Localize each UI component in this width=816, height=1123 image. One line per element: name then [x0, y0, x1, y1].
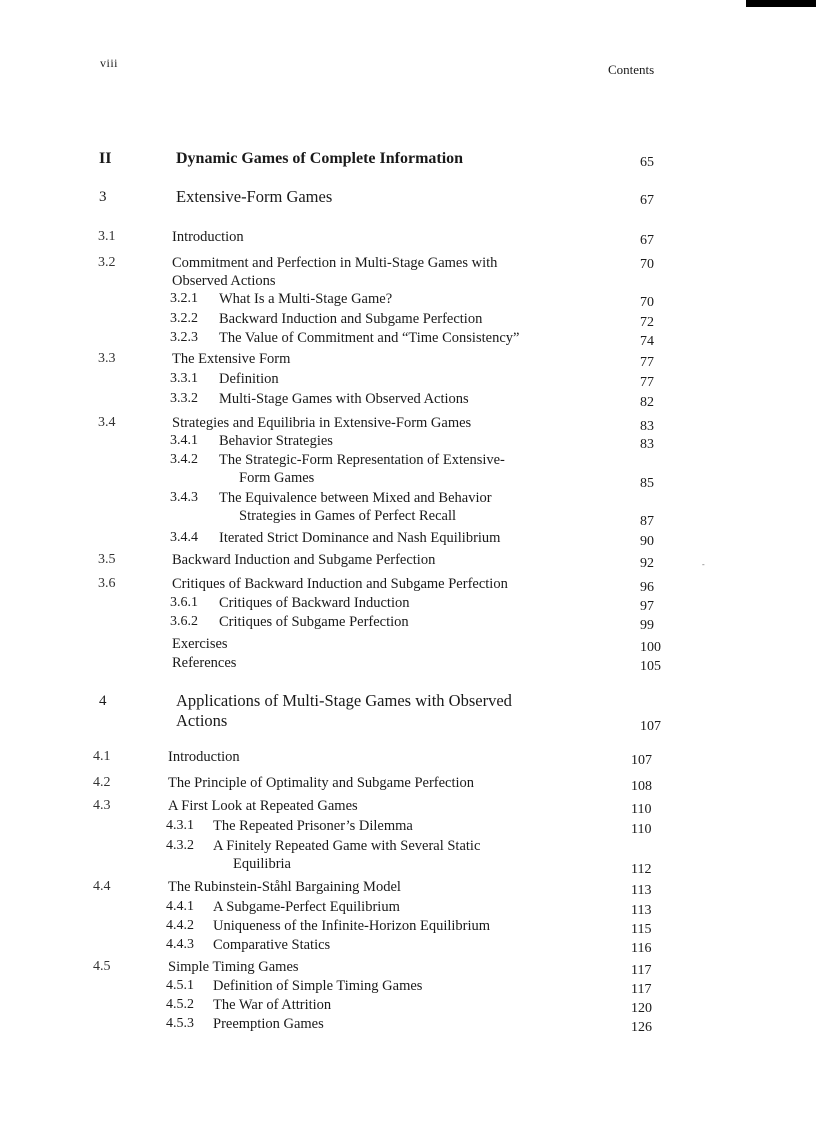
toc-entry-title: Strategies and Equilibria in Extensive-Form Games: [172, 415, 472, 431]
toc-entry-title-continued: Form Games: [239, 470, 315, 486]
toc-entry-title: The Extensive Form: [172, 351, 291, 367]
toc-entry-number: 3.4.4: [170, 530, 198, 545]
toc-entry-number: 3.2.3: [170, 330, 198, 345]
toc-entry-title: Extensive-Form Games: [176, 187, 333, 206]
toc-entry-page: 126: [631, 1020, 652, 1035]
toc-entry: [0, 977, 816, 997]
toc-entry-page: 85: [640, 476, 654, 491]
toc-entry-page: 77: [640, 375, 654, 390]
toc-entry-title: What Is a Multi-Stage Game?: [219, 291, 393, 307]
toc-entry-title: The War of Attrition: [213, 997, 332, 1013]
toc-entry: [0, 748, 816, 768]
toc-entry: [0, 329, 816, 349]
toc-entry-title: Multi-Stage Games with Observed Actions: [219, 391, 469, 407]
toc-entry: [0, 575, 816, 595]
toc-entry-page: 115: [631, 922, 652, 937]
toc-entry-title: A Subgame-Perfect Equilibrium: [213, 899, 400, 915]
toc-entry-page: 116: [631, 941, 652, 956]
toc-entry-title: The Value of Commitment and “Time Consistency”: [219, 330, 520, 346]
toc-entry-number: 4.4.1: [166, 899, 194, 914]
toc-entry: [0, 150, 816, 170]
toc-entry-page: 113: [631, 883, 652, 898]
toc-entry-page: 67: [640, 193, 654, 208]
toc-entry: [0, 958, 816, 978]
toc-entry-page: 99: [640, 618, 654, 633]
toc-entry-page: 100: [640, 640, 661, 655]
toc-entry: [0, 917, 816, 937]
toc-entry: [0, 350, 816, 370]
toc-entry-title-continued: Strategies in Games of Perfect Recall: [239, 508, 457, 524]
toc-entry-title: Backward Induction and Subgame Perfection: [172, 552, 436, 568]
toc-entry-page: 92: [640, 556, 654, 571]
toc-entry-title: The Principle of Optimality and Subgame Perfection: [168, 775, 475, 791]
toc-entry-title: Simple Timing Games: [168, 959, 299, 975]
toc-entry-title: A Finitely Repeated Game with Several Static: [213, 838, 481, 854]
toc-entry: [0, 635, 816, 655]
toc-entry-page: 90: [640, 534, 654, 549]
toc-entry-page: 70: [640, 295, 654, 310]
toc-entry-page: 83: [640, 437, 654, 452]
toc-entry: [0, 817, 816, 837]
toc-entry-number: 4.4: [93, 879, 111, 894]
toc-entry-page: 108: [631, 779, 652, 794]
toc-entry-number: 3.4.3: [170, 490, 198, 505]
toc-entry-number: 3: [99, 189, 107, 205]
toc-entry-title: Exercises: [172, 636, 228, 652]
toc-entry-title: Introduction: [168, 749, 240, 765]
toc-entry-page: 113: [631, 903, 652, 918]
toc-entry-page: 107: [631, 753, 652, 768]
toc-entry-title: Comparative Statics: [213, 937, 331, 953]
toc-entry-title: Critiques of Backward Induction: [219, 595, 410, 611]
toc-entry-number: 3.6.2: [170, 614, 198, 629]
toc-entry-page: 87: [640, 514, 654, 529]
toc-entry-title: Definition of Simple Timing Games: [213, 978, 423, 994]
toc-entry: [0, 414, 816, 434]
toc-entry-title: Critiques of Backward Induction and Subgame Perfection: [172, 576, 508, 592]
toc-entry-number: 4.4.2: [166, 918, 194, 933]
toc-entry: [0, 996, 816, 1016]
toc-entry-number: 4.2: [93, 775, 111, 790]
toc-entry-title: The Rubinstein-Ståhl Bargaining Model: [168, 879, 401, 895]
toc-entry: [0, 898, 816, 918]
toc-entry-number: 3.1: [98, 229, 116, 244]
toc-entry-page: 72: [640, 315, 654, 330]
toc-entry: [0, 837, 816, 877]
toc-entry-page: 117: [631, 963, 652, 978]
toc-entry-title: Introduction: [172, 229, 244, 245]
toc-entry-title: The Strategic-Form Representation of Extensive-: [219, 452, 505, 468]
toc-entry-number: 3.2: [98, 255, 116, 270]
toc-entry-page: 110: [631, 822, 652, 837]
toc-entry-title: Preemption Games: [213, 1016, 324, 1032]
toc-entry: [0, 254, 816, 289]
toc-entry-title: Dynamic Games of Complete Information: [176, 150, 464, 167]
toc-entry: [0, 797, 816, 817]
toc-entry: [0, 489, 816, 529]
toc-entry-title: Behavior Strategies: [219, 433, 333, 449]
toc-entry-page: 110: [631, 802, 652, 817]
toc-entry-page: 107: [640, 719, 661, 734]
toc-entry-number: 3.6.1: [170, 595, 198, 610]
toc-entry-title: The Repeated Prisoner’s Dilemma: [213, 818, 413, 834]
toc-entry-number: 4.5.3: [166, 1016, 194, 1031]
toc-entry-title-continued: Observed Actions: [172, 273, 276, 289]
toc-entry: [0, 774, 816, 794]
toc-entry: [0, 370, 816, 390]
toc-entry-number: 3.5: [98, 552, 116, 567]
toc-entry: [0, 1015, 816, 1035]
toc-entry: [0, 613, 816, 633]
toc-entry: [0, 529, 816, 549]
toc-entry-number: 3.2.1: [170, 291, 198, 306]
toc-entry-page: 74: [640, 334, 654, 349]
page-number: viii: [100, 56, 119, 70]
toc-entry-title: A First Look at Repeated Games: [168, 798, 358, 814]
toc-entry-title: References: [172, 655, 237, 671]
toc-entry-number: 4.5.2: [166, 997, 194, 1012]
toc-entry-page: 77: [640, 355, 654, 370]
toc-entry: [0, 654, 816, 674]
toc-entry-number: 3.3.2: [170, 391, 198, 406]
toc-entry-number: 4.4.3: [166, 937, 194, 952]
toc-entry-number: 3.4.1: [170, 433, 198, 448]
stray-mark: -: [702, 560, 705, 569]
toc-entry: [0, 228, 816, 248]
toc-entry-number: 3.4.2: [170, 452, 198, 467]
toc-entry-title-continued: Actions: [176, 711, 228, 730]
toc-entry: [0, 188, 816, 208]
toc-entry-page: 105: [640, 659, 661, 674]
toc-entry: [0, 594, 816, 614]
toc-entry-number: 3.2.2: [170, 311, 198, 326]
toc-entry-page: 97: [640, 599, 654, 614]
toc-entry-title: The Equivalence between Mixed and Behavior: [219, 490, 492, 506]
toc-entry-page: 83: [640, 419, 654, 434]
toc-entry-number: 3.6: [98, 576, 116, 591]
toc-entry-page: 120: [631, 1001, 652, 1016]
toc-entry-number: 4.5.1: [166, 978, 194, 993]
toc-entry: [0, 390, 816, 410]
toc-entry-title: Critiques of Subgame Perfection: [219, 614, 409, 630]
toc-entry: [0, 451, 816, 491]
toc-entry-page: 67: [640, 233, 654, 248]
toc-entry: [0, 551, 816, 571]
toc-entry: [0, 310, 816, 330]
toc-entry-number: 4: [99, 693, 107, 709]
toc-entry-page: 65: [640, 155, 654, 170]
toc-entry-title-continued: Equilibria: [233, 856, 291, 872]
toc-entry-title: Backward Induction and Subgame Perfection: [219, 311, 483, 327]
toc-entry: [0, 432, 816, 452]
toc-entry-page: 112: [631, 862, 652, 877]
toc-entry: [0, 878, 816, 898]
toc-entry-number: 4.5: [93, 959, 111, 974]
toc-entry-number: 3.3.1: [170, 371, 198, 386]
toc-entry-number: 4.3.2: [166, 838, 194, 853]
toc-entry: [0, 290, 816, 310]
toc-entry-title: Commitment and Perfection in Multi-Stage Games with: [172, 255, 498, 271]
toc-entry-number: 4.3: [93, 798, 111, 813]
toc-entry-page: 82: [640, 395, 654, 410]
toc-entry: [0, 936, 816, 956]
toc-entry-title: Definition: [219, 371, 279, 387]
toc-entry-number: 3.4: [98, 415, 116, 430]
toc-entry-number: 4.3.1: [166, 818, 194, 833]
toc-entry-page: 117: [631, 982, 652, 997]
toc-entry-title: Iterated Strict Dominance and Nash Equilibrium: [219, 530, 501, 546]
toc-entry-number: II: [99, 150, 112, 167]
toc-entry-number: 3.3: [98, 351, 116, 366]
running-title: Contents: [608, 62, 655, 77]
toc-entry-page: 96: [640, 580, 654, 595]
toc-entry-page: 70: [640, 257, 654, 272]
toc-entry-title: Uniqueness of the Infinite-Horizon Equilibrium: [213, 918, 491, 934]
toc-entry-number: 4.1: [93, 749, 111, 764]
toc-entry-title: Applications of Multi-Stage Games with Observed: [176, 691, 512, 710]
toc-entry: [0, 691, 816, 734]
